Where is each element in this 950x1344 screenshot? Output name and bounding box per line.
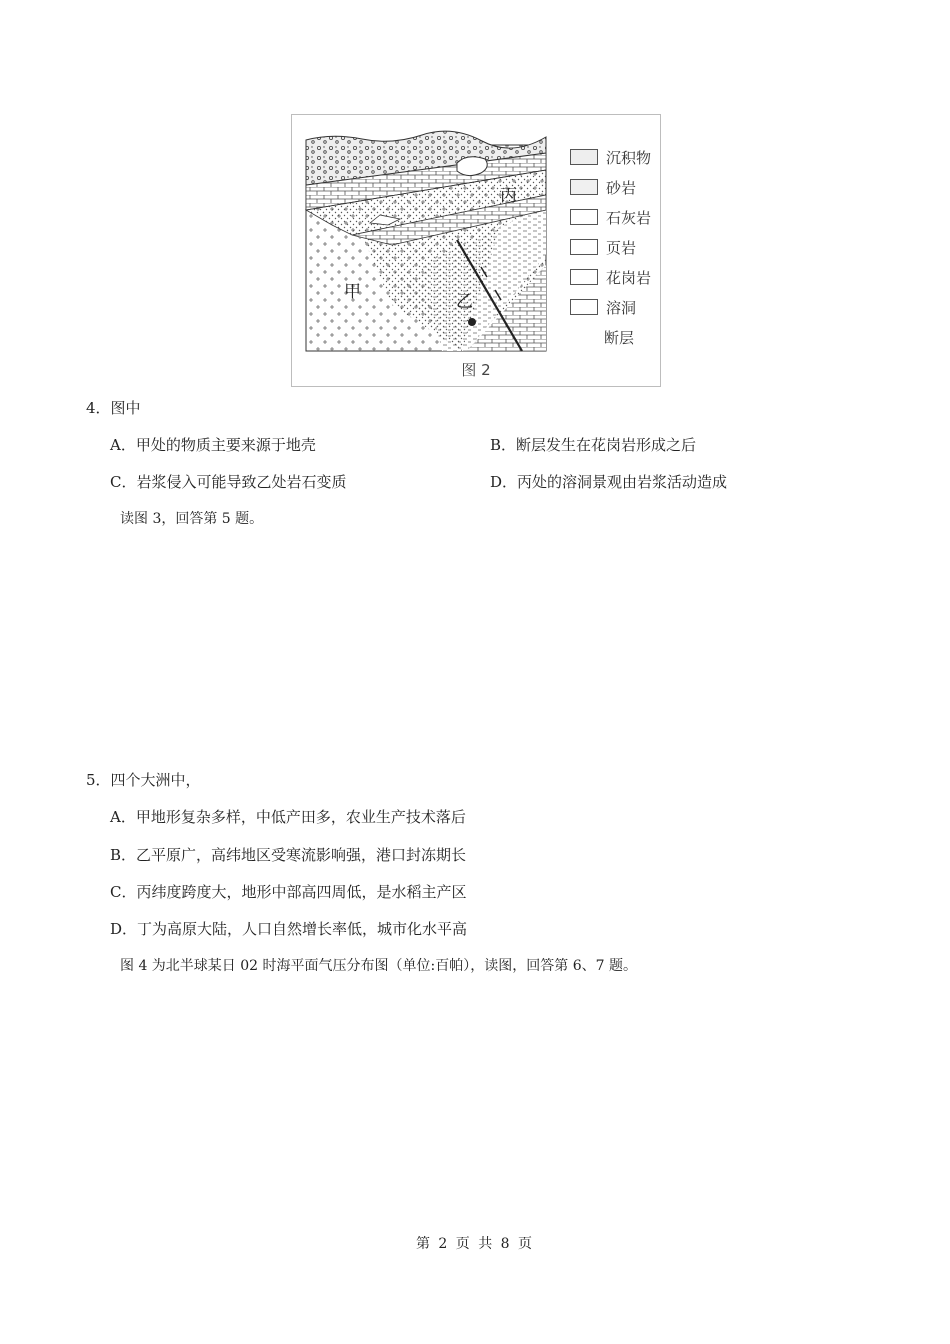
fault-swatch-icon [570,330,596,344]
question-4-option-a: A．甲处的物质主要来源于地壳 [110,436,316,454]
legend-label: 页岩 [606,238,637,257]
shale-swatch-icon [570,239,598,255]
granite-swatch-icon [570,269,598,285]
figure-caption: 图 2 [461,361,491,379]
legend-label: 沉积物 [606,148,652,167]
legend-label: 断层 [604,328,635,347]
legend-shale [570,237,636,257]
legend-label: 溶洞 [606,298,637,317]
cave-swatch-icon [570,299,598,315]
question-5-option-b: B．乙平原广，高纬地区受寒流影响强，港口封冻期长 [110,846,467,864]
page-footer: 第 2 页 共 8 页 [415,1236,535,1252]
question-5-stem: 5．四个大洲中， [86,771,201,789]
label-bing: 丙 [500,186,517,206]
legend-label: 砂岩 [606,178,637,197]
limestone-swatch-icon [570,209,598,225]
question-5-option-d: D．丁为高原大陆，人口自然增长率低，城市化水平高 [110,920,468,938]
label-yi: 乙 [456,292,473,312]
sediment-swatch-icon [570,149,598,165]
legend-granite [570,267,651,287]
instruction-q6-7: 图 4 为北半球某日 02 时海平面气压分布图（单位:百帕），读图，回答第 6、7 题。 [120,958,637,974]
legend-label: 石灰岩 [606,208,652,227]
legend-limestone [570,207,651,227]
question-4-option-d: D．丙处的溶洞景观由岩浆活动造成 [490,473,728,491]
label-jia: 甲 [344,282,361,302]
question-5-option-a: A．甲地形复杂多样，中低产田多，农业生产技术落后 [110,808,466,826]
legend-sediment [570,147,651,167]
legend-sandstone [570,177,636,197]
question-5-option-c: C．丙纬度跨度大，地形中部高四周低，是水稻主产区 [110,883,467,901]
question-4-option-b: B．断层发生在花岗岩形成之后 [490,436,697,454]
question-4-option-c: C．岩浆侵入可能导致乙处岩石变质 [110,473,347,491]
legend-label: 花岗岩 [606,268,652,287]
instruction-q5: 读图 3，回答第 5 题。 [120,511,264,527]
figure-2 [291,114,661,387]
legend-fault [570,327,634,347]
legend-cave [570,297,636,317]
question-4-stem: 4．图中 [86,399,141,417]
sandstone-swatch-icon [570,179,598,195]
